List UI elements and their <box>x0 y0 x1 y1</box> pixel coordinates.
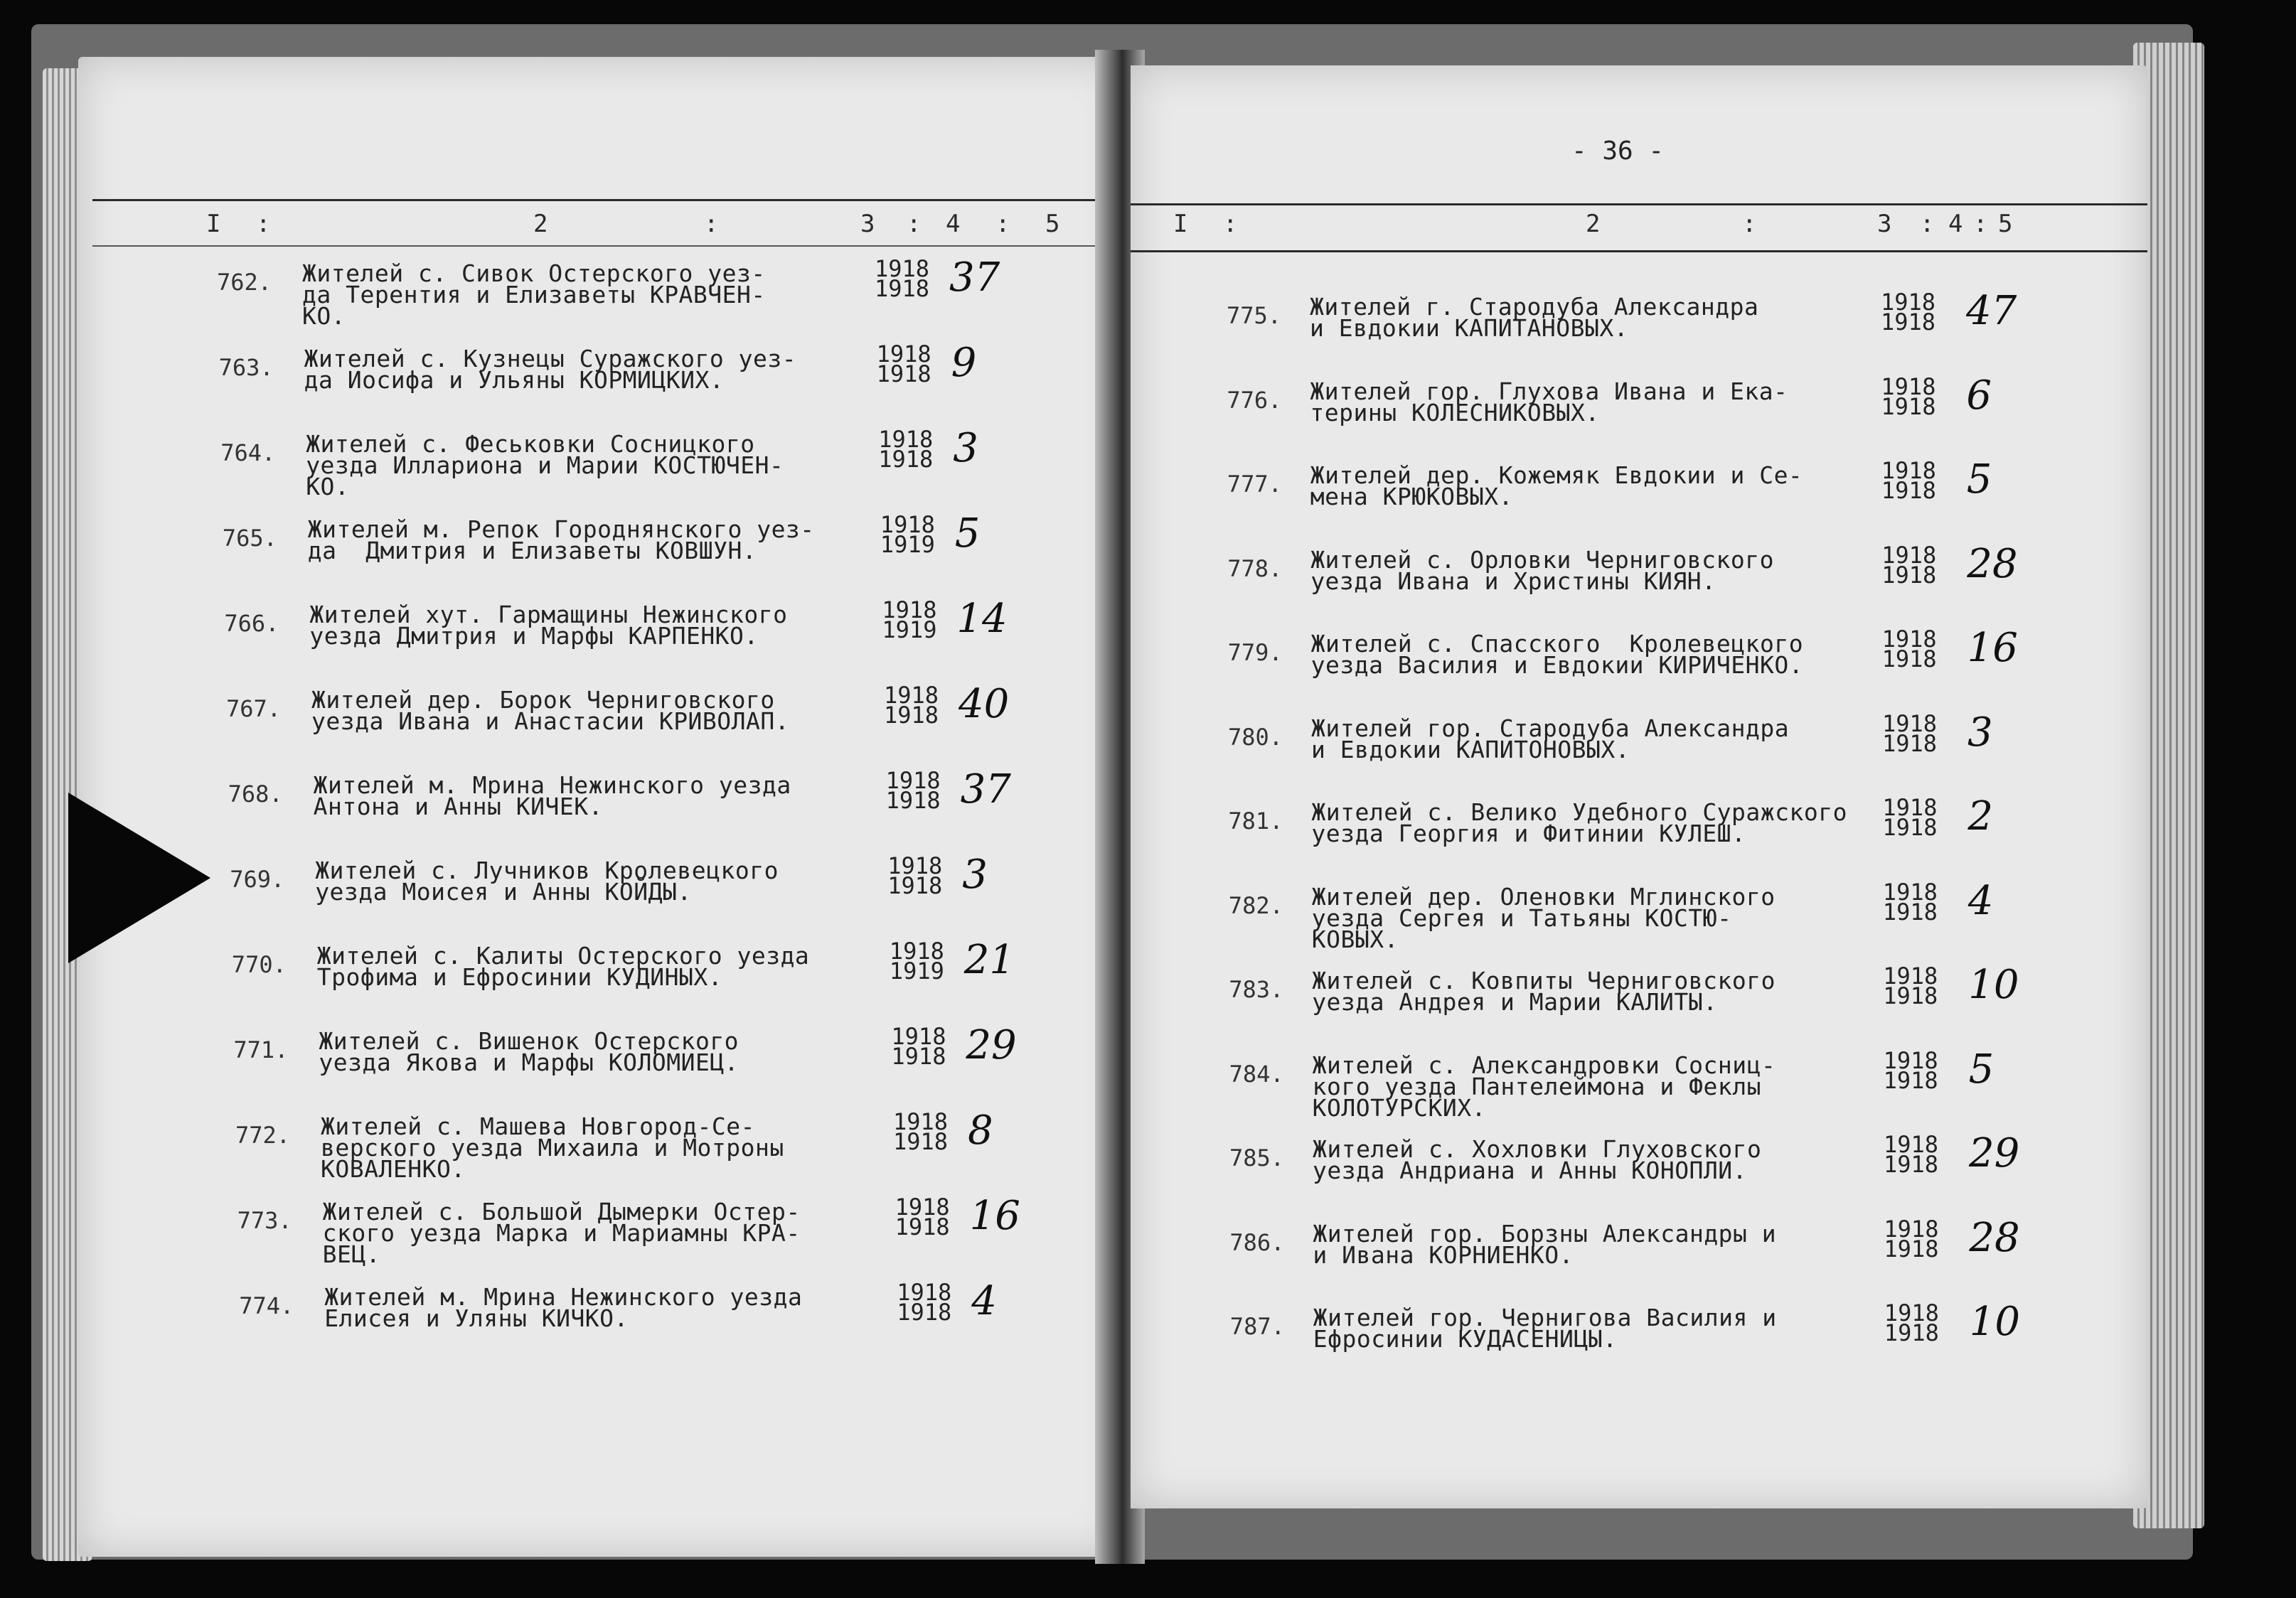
entry-years: 1918 1918 <box>897 1279 952 1326</box>
entry-number: 763. <box>218 354 274 381</box>
entry-description: Жителей гор. Борзны Александры и и Ивана КОРНИЕНКО. <box>1313 1219 1777 1269</box>
entry-count-handwritten: 47 <box>1966 288 2017 334</box>
entry-years: 1918 1918 <box>875 255 930 302</box>
entry-count-handwritten: 40 <box>959 681 1010 727</box>
entry-count-handwritten: 3 <box>962 852 988 898</box>
column-header: 4 <box>1948 210 1965 238</box>
entry-count-handwritten: 29 <box>966 1022 1017 1068</box>
column-header: 3 <box>860 210 877 238</box>
torn-page-edge <box>68 793 210 963</box>
column-header: : <box>1223 210 1239 238</box>
entry-count-handwritten: 4 <box>971 1278 997 1324</box>
entry-years: 1918 1918 <box>891 1023 946 1070</box>
entry-number: 786. <box>1229 1228 1285 1256</box>
column-header: I <box>206 210 223 238</box>
entry-description: Жителей с. Ковпиты Черниговского уезда Андрея и Марии КАЛИТЫ. <box>1312 967 1776 1016</box>
entry-description: Жителей с. Феськовки Сосницкого уезда Иллариона и Марии КОСТЮЧЕН- КО. <box>306 430 784 500</box>
entry-years: 1918 1918 <box>1884 1215 1939 1262</box>
right-page <box>1131 65 2147 1508</box>
left-page <box>78 57 1123 1557</box>
entry-years: 1918 1918 <box>1881 372 1936 420</box>
entry-description: Жителей гор. Глухова Ивана и Ека- терины КОЛЕСНИКОВЫХ. <box>1310 377 1788 427</box>
entry-count-handwritten: 8 <box>968 1108 993 1154</box>
entry-number: 784. <box>1229 1060 1284 1088</box>
entry-description: Жителей с. Сивок Остерского уез- да Терентия и Елизаветы КРАВЧЕН- КО. <box>302 259 766 330</box>
entry-description: Жителей с. Велико Удебного Суражского уезда Георгия и Фитинии КУЛЕШ. <box>1311 798 1847 847</box>
entry-years: 1918 1918 <box>887 852 943 899</box>
entry-description: Жителей гор. Стародуба Александра и Евдокии КАПИТОНОВЫХ. <box>1311 714 1790 763</box>
entry-years: 1918 1918 <box>1882 709 1938 757</box>
column-header: : <box>907 210 923 238</box>
entry-number: 787. <box>1229 1313 1285 1340</box>
header-rule-top <box>1131 203 2147 205</box>
entry-number: 770. <box>231 951 287 978</box>
entry-number: 773. <box>237 1207 292 1234</box>
entry-years: 1918 1918 <box>1881 541 1937 589</box>
entry-description: Жителей с. Лучников Кролевецкого уезда Моисея и Анны КОЙДЫ. <box>315 857 779 906</box>
entry-count-handwritten: 16 <box>969 1193 1020 1239</box>
entry-description: Жителей с. Кузнецы Суражского уез- да Иосифа и Ульяны КОРМИЦКИХ. <box>304 345 797 394</box>
entry-count-handwritten: 2 <box>1967 793 1994 840</box>
entry-years: 1918 1918 <box>1882 878 1938 926</box>
entry-count-handwritten: 9 <box>951 340 977 386</box>
entry-number: 762. <box>217 269 272 296</box>
entry-count-handwritten: 21 <box>963 937 1015 983</box>
entry-count-handwritten: 3 <box>953 425 978 471</box>
entry-number: 765. <box>222 525 277 552</box>
column-header: : <box>1973 210 1990 238</box>
entry-years: 1918 1918 <box>893 1108 949 1155</box>
entry-description: Жителей г. Стародуба Александра и Евдокии КАПИТАНОВЫХ. <box>1310 293 1759 342</box>
column-header: 5 <box>1045 210 1062 238</box>
entry-description: Жителей с. Спасского Кролевецкого уезда Василия и Евдокии КИРИЧЕНКО. <box>1310 630 1804 679</box>
entry-count-handwritten: 10 <box>1969 1299 2021 1345</box>
entry-number: 781. <box>1228 808 1283 835</box>
page-number: - 36 - <box>1571 136 1665 166</box>
entry-count-handwritten: 5 <box>1966 456 1992 503</box>
entry-years: 1918 1918 <box>895 1194 950 1240</box>
entry-description: Жителей с. Александровки Сосниц- кого уезда Пантелеймона и Феклы КОЛОТУРСКИХ. <box>1312 1051 1776 1122</box>
entry-number: 772. <box>235 1122 291 1149</box>
entry-description: Жителей с. Большой Дымерки Остер- ского уезда Марка и Мариамны КРА- ВЕЦ. <box>322 1198 801 1268</box>
entry-description: Жителей с. Орловки Черниговского уезда Ивана и Христины КИЯН. <box>1310 545 1774 595</box>
entry-years: 1918 1918 <box>1884 1131 1939 1178</box>
entry-years: 1918 1919 <box>882 596 937 643</box>
entry-number: 778. <box>1227 554 1283 582</box>
entry-count-handwritten: 4 <box>1967 877 1994 924</box>
entry-count-handwritten: 6 <box>1966 372 1992 419</box>
entry-years: 1918 1918 <box>878 426 934 473</box>
column-header: 2 <box>533 210 550 238</box>
entry-years: 1918 1919 <box>889 938 944 985</box>
entry-description: Жителей м. Мрина Нежинского уезда Антона и Анны КИЧЕК. <box>313 771 791 820</box>
entry-description: Жителей м. Репок Городнянского уез- да Дмитрия и Елизаветы КОВШУН. <box>307 515 815 564</box>
entry-count-handwritten: 5 <box>1968 1046 1995 1093</box>
entry-description: Жителей с. Хохловки Глуховского уезда Андриана и Анны КОНОПЛИ. <box>1313 1135 1762 1184</box>
entry-number: 774. <box>239 1292 294 1319</box>
entry-number: 777. <box>1227 471 1282 498</box>
entry-count-handwritten: 14 <box>956 596 1008 642</box>
entry-description: Жителей дер. Кожемяк Евдокии и Се- мена КРЮКОВЫХ. <box>1310 461 1803 510</box>
header-rule-top <box>92 199 1102 201</box>
entry-count-handwritten: 16 <box>1967 625 2018 671</box>
entry-years: 1918 1918 <box>876 340 931 387</box>
entry-count-handwritten: 3 <box>1967 709 1993 756</box>
entry-count-handwritten: 29 <box>1969 1130 2020 1176</box>
entry-years: 1918 1918 <box>1883 1046 1938 1094</box>
entry-count-handwritten: 28 <box>1967 540 2018 587</box>
entry-count-handwritten: 5 <box>954 510 981 557</box>
entry-number: 780. <box>1228 723 1283 751</box>
entry-description: Жителей с. Машева Новгород-Се- верского уезда Михаила и Мотроны КОВАЛЕНКО. <box>321 1112 784 1183</box>
entry-years: 1918 1918 <box>1881 289 1936 336</box>
entry-description: Жителей м. Мрина Нежинского уезда Елисея и Уляны КИЧКО. <box>324 1283 803 1332</box>
column-header: I <box>1173 210 1190 238</box>
column-header: 4 <box>946 210 962 238</box>
entry-number: 782. <box>1228 891 1283 919</box>
column-header: : <box>704 210 720 238</box>
entry-years: 1918 1918 <box>1882 794 1938 841</box>
entry-number: 785. <box>1229 1144 1285 1171</box>
entry-years: 1918 1918 <box>884 682 939 729</box>
entry-description: Жителей хут. Гармащины Нежинского уезда Дмитрия и Марфы КАРПЕНКО. <box>309 601 788 650</box>
entry-number: 766. <box>224 610 279 637</box>
column-header: 5 <box>1998 210 2014 238</box>
entry-count-handwritten: 37 <box>949 254 1000 301</box>
header-rule-bottom <box>1131 250 2147 252</box>
entry-years: 1918 1918 <box>885 767 941 814</box>
entry-count-handwritten: 28 <box>1969 1214 2020 1261</box>
entry-years: 1918 1918 <box>1884 1299 1939 1346</box>
entry-years: 1918 1918 <box>1883 962 1938 1009</box>
entry-number: 769. <box>230 866 285 893</box>
column-header: : <box>1920 210 1936 238</box>
entry-number: 767. <box>226 695 282 722</box>
entry-count-handwritten: 10 <box>1968 962 2019 1008</box>
entry-description: Жителей с. Вишенок Остерского уезда Якова и Марфы КОЛОМИЕЦ. <box>319 1027 739 1076</box>
entry-years: 1918 1918 <box>1881 457 1936 504</box>
entry-number: 779. <box>1227 639 1283 666</box>
entry-number: 771. <box>233 1036 289 1063</box>
entry-years: 1918 1918 <box>1881 626 1937 672</box>
entry-number: 775. <box>1227 302 1282 329</box>
column-header: : <box>256 210 272 238</box>
entry-description: Жителей гор. Чернигова Василия и Ефросинии КУДАСЕНИЦЫ. <box>1313 1304 1777 1353</box>
header-rule-bottom <box>92 245 1102 247</box>
entry-number: 783. <box>1229 976 1284 1003</box>
entry-number: 776. <box>1227 386 1282 414</box>
entry-description: Жителей с. Калиты Остерского уезда Трофима и Ефросинии КУДИНЫХ. <box>316 942 810 991</box>
entry-count-handwritten: 37 <box>960 766 1011 813</box>
column-header: : <box>1742 210 1758 238</box>
column-header: 3 <box>1877 210 1894 238</box>
entry-years: 1918 1919 <box>880 511 935 558</box>
entry-number: 768. <box>228 781 283 808</box>
column-header: 2 <box>1586 210 1602 238</box>
column-header: : <box>995 210 1012 238</box>
entry-number: 764. <box>220 439 276 466</box>
entry-description: Жителей дер. Оленовки Мглинского уезда Сергея и Татьяны КОСТЮ- КОВЫХ. <box>1311 882 1776 953</box>
entry-description: Жителей дер. Борок Черниговского уезда Ивана и Анастасии КРИВОЛАП. <box>311 686 790 735</box>
